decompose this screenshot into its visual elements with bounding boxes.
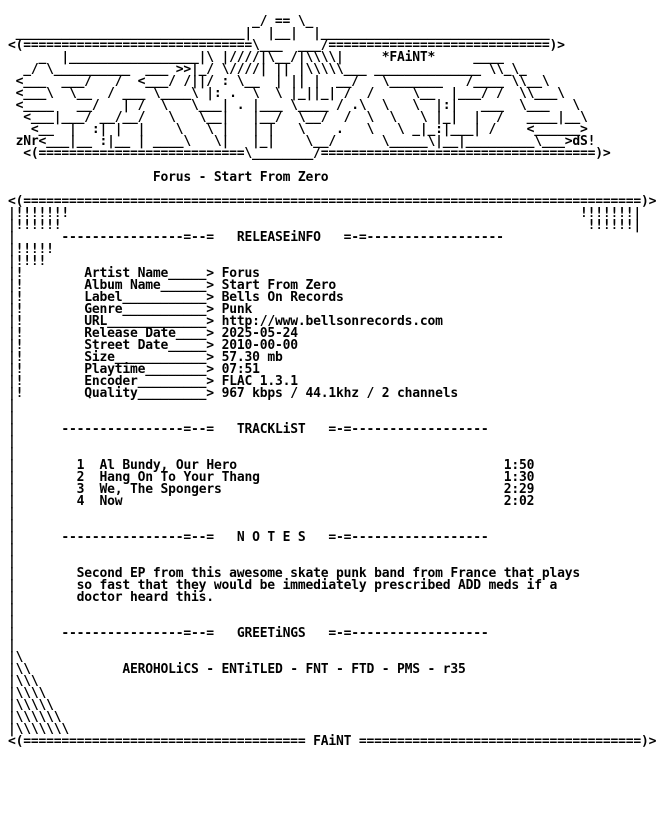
notes-line: | Second EP from this awesome skate punk band from France that plays (8, 566, 581, 581)
track-title: Al Bundy, Our Hero (99, 458, 237, 473)
greetings-line: |\\ AEROHOLiCS - ENTiTLED - FNT - FTD - PMS - r35 (8, 662, 466, 677)
spacer: | (8, 554, 16, 569)
bottom-border-right: =====================================)> (358, 734, 656, 749)
spacer: |\ (8, 650, 24, 665)
bottom-border-label: FAiNT (305, 734, 359, 749)
track-time: 2:02 (503, 494, 535, 509)
frame-deco: |\\\ (8, 674, 39, 689)
track-title: We, The Spongers (99, 482, 222, 497)
info-label: Artist Name_____> (84, 266, 214, 281)
bottom-border (8, 736, 656, 748)
spacer: | (8, 434, 16, 449)
track-row: | 2 Hang On To Your Thang 1:30 (8, 470, 535, 485)
info-value: http://www.bellsonrecords.com (221, 314, 443, 329)
spacer: | (8, 542, 16, 557)
track-row: | 1 Al Bundy, Our Hero 1:50 (8, 458, 535, 473)
track-time: 1:50 (503, 458, 535, 473)
logo-art-line: _/ \__________ ___ >>|_/ \////| || |\\\\\___ ______________ \\_\_ (8, 62, 527, 77)
track-title: Now (99, 494, 123, 509)
info-row: |! Size____________> 57.30 mb (8, 350, 283, 365)
notes-line: | doctor heard this. (8, 590, 214, 605)
info-row: |! Playtime________> 07:51 (8, 362, 260, 377)
bottom-border-left: <(===================================== (8, 734, 306, 749)
greetings-text: AEROHOLiCS - ENTiTLED - FNT - FTD - PMS - r35 (122, 662, 466, 677)
info-value: Punk (221, 302, 253, 317)
notes-line: | so fast that they would be immediately prescribed ADD meds if a (8, 578, 558, 593)
info-label: Street Date_____> (84, 338, 214, 353)
section-title-releaseinfo: RELEASEiNFO (236, 230, 321, 245)
info-row: |! Encoder_________> FLAC 1.3.1 (8, 374, 298, 389)
info-row: |! URL_____________> http://www.bellsonrecords.com (8, 314, 443, 329)
info-row: |! Release Date____> 2025-05-24 (8, 326, 298, 341)
info-row: |! Album Name______> Start From Zero (8, 278, 336, 293)
track-number: 3 (76, 482, 85, 497)
info-value: 967 kbps / 44.1khz / 2 channels (221, 386, 459, 401)
info-label: Genre___________> (84, 302, 214, 317)
track-row: | 4 Now 2:02 (8, 494, 535, 509)
info-label: Quality_________> (84, 386, 214, 401)
logo-art-line: <___\ \__ / ___ \____\ |: . \ \ |_||_| / / \__ |___/ / \\___\ (8, 86, 565, 101)
track-time: 2:29 (503, 482, 535, 497)
frame-deco: |\\\\ (8, 686, 47, 701)
logo-art-line: ______________________________| |__| |______________________________ (8, 26, 550, 41)
spacer: | (8, 506, 16, 521)
logo-art-line: <__ | :| | | \ \ | | | \ . \ \ _|_:|___| / <______> (8, 122, 588, 137)
notes-text: doctor heard this. (76, 590, 214, 605)
section-header: | ----------------=--= TRACKLiST =-=------------------ (8, 422, 489, 437)
frame-deco: |\\\\\\ (8, 710, 62, 725)
info-row: |! Artist Name_____> Forus (8, 266, 260, 281)
section-header: | ----------------=--= N O T E S =-=------------------ (8, 530, 489, 545)
info-label: Release Date____> (84, 326, 214, 341)
section-title-greetings: GREETiNGS (236, 626, 306, 641)
info-value: FLAC 1.3.1 (221, 374, 298, 389)
frame-deco: |!!!! (8, 254, 70, 269)
track-number: 4 (76, 494, 85, 509)
logo-art-line: <____ __/ | / \ \___| . |___ \____ / .\ \ \ |:| ___ \___ \ (8, 98, 580, 113)
logo-art-line: zNr<___|__ :|__ | ____\ \| |_| \__/ \_____\|__|_________\___>dS! (8, 134, 596, 149)
release-title: Forus - Start From Zero (152, 170, 329, 185)
info-value: 57.30 mb (221, 350, 283, 365)
info-value: 2025-05-24 (221, 326, 298, 341)
info-value: Bells On Records (221, 290, 344, 305)
info-value: Forus (221, 266, 260, 281)
frame-deco: |!!!!! (8, 242, 70, 257)
logo-art-line: <___ ___/ / <___/ /||/ : \__ | || | __/ \_______ /____ \\__\ (8, 74, 550, 89)
frame-deco: |!!!!!!! !!!!!!!| (8, 206, 642, 221)
track-number: 1 (76, 458, 85, 473)
frame-deco: |\\\\\ (8, 698, 54, 713)
info-row: |! Quality_________> 967 kbps / 44.1khz / 2 channels (8, 386, 459, 401)
spacer: | (8, 446, 16, 461)
logo-art-line: <___|___/ __/__/ \ \__| |__/ \__/ / \ \ \ |_| | / ____|__\ (8, 110, 588, 125)
info-label: Label___________> (84, 290, 214, 305)
info-row: |! Genre___________> Punk (8, 302, 253, 317)
info-label: Encoder_________> (84, 374, 214, 389)
spacer: | (8, 602, 16, 617)
logo-art-line: _ |_________________|\ |////|\__/|\\\\| *FAiNT* ____ (8, 50, 504, 65)
nfo-document (8, 16, 656, 748)
info-value: 2010-00-00 (221, 338, 298, 353)
spacer: | (8, 638, 16, 653)
section-title-tracklist: TRACKLiST (236, 422, 306, 437)
info-value: Start From Zero (221, 278, 336, 293)
spacer: | (8, 410, 16, 425)
track-row: | 3 We, The Spongers 2:29 (8, 482, 535, 497)
info-row: |! Label___________> Bells On Records (8, 290, 344, 305)
info-label: Size____________> (84, 350, 214, 365)
logo-art-line: <(===========================\________/====================================)> (8, 146, 611, 161)
logo-art-line: <(==============================\___ ___/=============================)> (8, 38, 565, 53)
top-border-text: <(=================================================================================)> (8, 194, 656, 209)
section-header: | ----------------=--= GREETiNGS =-=------------------ (8, 626, 489, 641)
info-value: 07:51 (221, 362, 260, 377)
section-header: | ----------------=--= RELEASEiNFO =-=------------------ (8, 230, 504, 245)
info-label: Playtime________> (84, 362, 214, 377)
track-time: 1:30 (503, 470, 535, 485)
info-row: |! Street Date_____> 2010-00-00 (8, 338, 298, 353)
frame-deco: |\\\\\\\ (8, 722, 70, 737)
spacer: | (8, 518, 16, 533)
notes-text: so fast that they would be immediately prescribed ADD meds if a (76, 578, 558, 593)
info-label: Album Name______> (84, 278, 214, 293)
notes-text: Second EP from this awesome skate punk band from France that plays (76, 566, 581, 581)
section-title-notes: N O T E S (236, 530, 306, 545)
track-title: Hang On To Your Thang (99, 470, 260, 485)
release-title-line (8, 172, 656, 184)
track-number: 2 (76, 470, 85, 485)
spacer: | (8, 398, 16, 413)
info-label: URL_____________> (84, 314, 214, 329)
spacer: | (8, 614, 16, 629)
frame-deco: |!!!!!! !!!!!!| (8, 218, 642, 233)
logo-art-line: _/ == \_ (8, 14, 314, 29)
